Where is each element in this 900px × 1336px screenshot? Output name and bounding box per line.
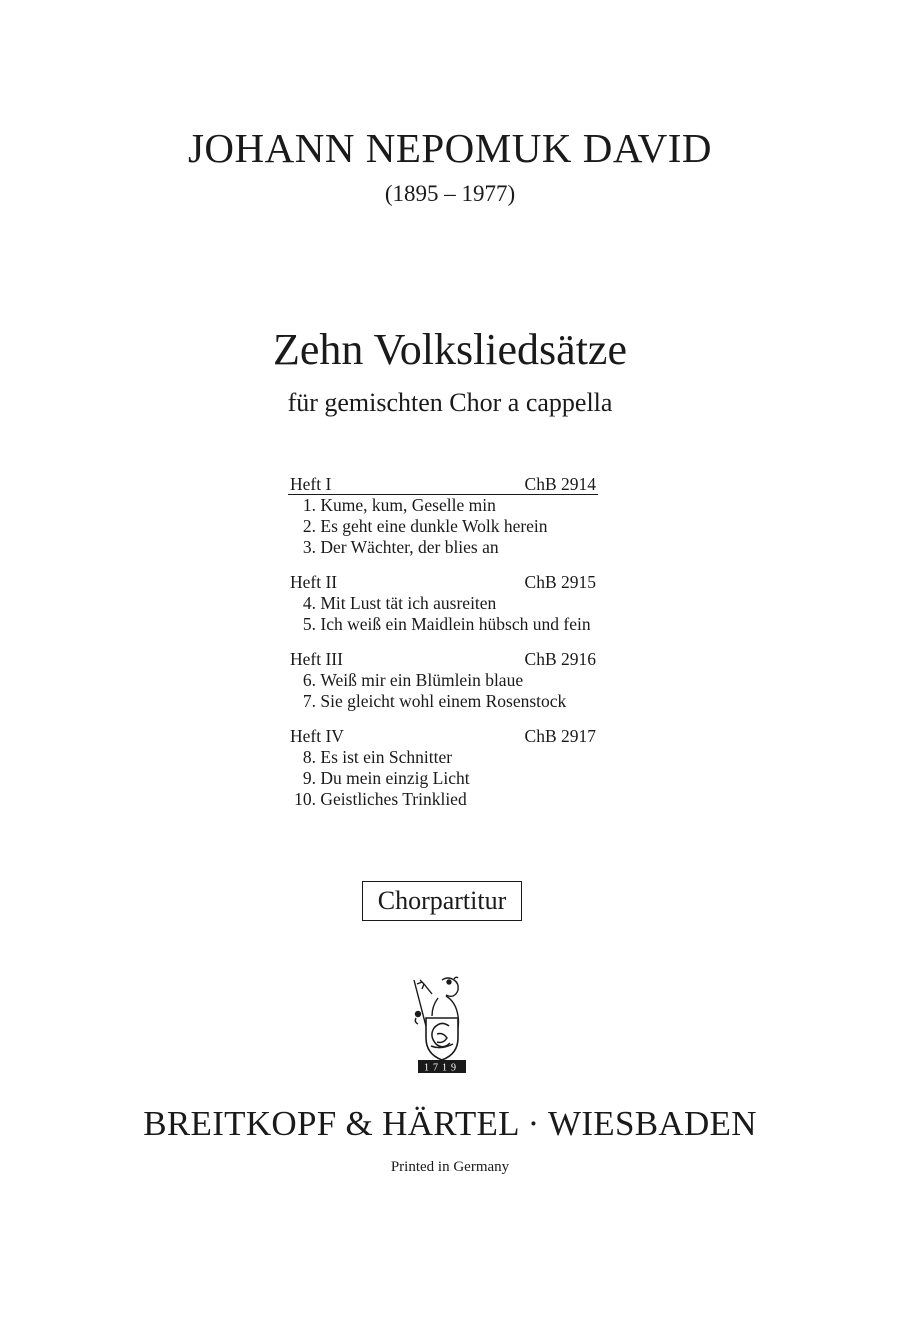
song-title: Ich weiß ein Maidlein hübsch und fein bbox=[320, 614, 591, 634]
heft-header bbox=[288, 572, 598, 593]
heft-catalog-number: ChB 2916 bbox=[524, 649, 596, 669]
song-title: Geistliches Trinklied bbox=[320, 789, 467, 809]
song-title: Mit Lust tät ich ausreiten bbox=[320, 593, 497, 613]
song-number: 3. bbox=[302, 537, 316, 557]
score-type-label: Chorpartitur bbox=[362, 881, 522, 921]
heft-label: Heft II bbox=[290, 572, 338, 592]
song-item bbox=[288, 614, 598, 635]
song-number: 2. bbox=[302, 516, 316, 536]
song-number: 9. bbox=[302, 768, 316, 788]
song-title: Weiß mir ein Blümlein blaue bbox=[320, 670, 524, 690]
work-title: Zehn Volksliedsätze bbox=[273, 325, 627, 374]
heft-label: Heft IV bbox=[290, 726, 344, 746]
song-title: Sie gleicht wohl einem Rosenstock bbox=[320, 691, 567, 711]
heft-label: Heft III bbox=[290, 649, 343, 669]
song-number: 5. bbox=[302, 614, 316, 634]
heft-4 bbox=[288, 726, 598, 810]
heft-header bbox=[288, 726, 598, 747]
song-title: Es geht eine dunkle Wolk herein bbox=[320, 516, 548, 536]
emblem-year: 1719 bbox=[424, 1062, 460, 1074]
song-item bbox=[288, 691, 598, 712]
heft-3 bbox=[288, 649, 598, 712]
song-number: 10. bbox=[294, 789, 316, 809]
publisher-name: BREITKOPF & HÄRTEL · WIESBADEN bbox=[143, 1104, 757, 1143]
song-number: 8. bbox=[302, 747, 316, 767]
song-title: Der Wächter, der blies an bbox=[320, 537, 499, 557]
song-item bbox=[288, 789, 598, 810]
heft-header bbox=[288, 474, 598, 495]
composer-dates: (1895 – 1977) bbox=[384, 181, 516, 206]
song-title: Kume, kum, Geselle min bbox=[320, 495, 496, 515]
heft-catalog-number: ChB 2917 bbox=[524, 726, 596, 746]
heft-catalog-number: ChB 2914 bbox=[524, 474, 596, 494]
heft-catalog-number: ChB 2915 bbox=[524, 572, 596, 592]
song-number: 6. bbox=[302, 670, 316, 690]
heft-header bbox=[288, 649, 598, 670]
song-item bbox=[288, 516, 598, 537]
song-title: Es ist ein Schnitter bbox=[320, 747, 453, 767]
printed-in-note: Printed in Germany bbox=[390, 1159, 510, 1175]
song-item bbox=[288, 768, 598, 789]
song-number: 1. bbox=[302, 495, 316, 515]
work-subtitle: für gemischten Chor a cappella bbox=[287, 388, 613, 417]
song-number: 7. bbox=[302, 691, 316, 711]
contents-list bbox=[288, 474, 598, 824]
song-item bbox=[288, 495, 598, 516]
song-number: 4. bbox=[302, 593, 316, 613]
song-item bbox=[288, 593, 598, 614]
publisher-emblem-icon bbox=[402, 974, 482, 1076]
song-item bbox=[288, 537, 598, 558]
heft-2 bbox=[288, 572, 598, 635]
song-item bbox=[288, 670, 598, 691]
heft-label: Heft I bbox=[290, 474, 332, 494]
composer-name: JOHANN NEPOMUK DAVID bbox=[187, 125, 713, 171]
song-item bbox=[288, 747, 598, 768]
heft-1 bbox=[288, 474, 598, 558]
song-title: Du mein einzig Licht bbox=[320, 768, 470, 788]
